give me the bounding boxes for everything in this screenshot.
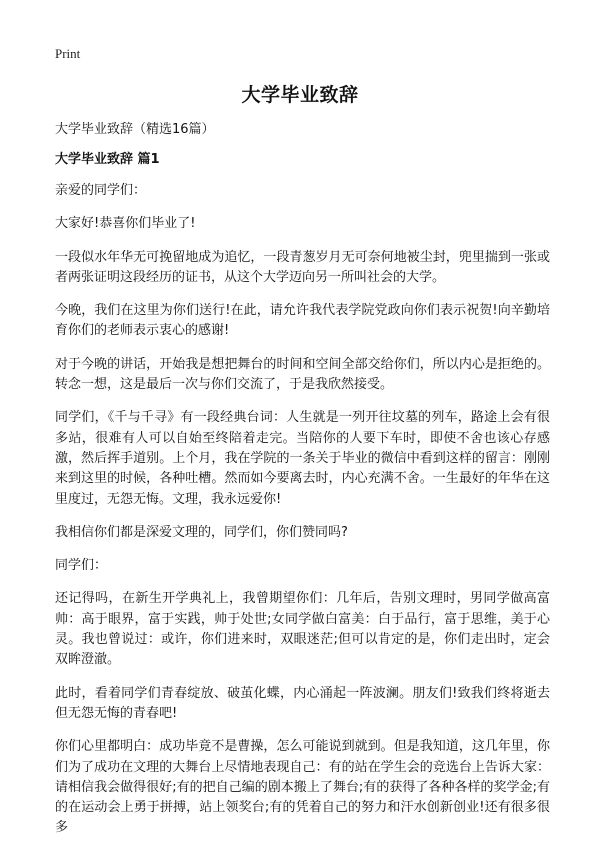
- paragraph: 同学们：: [55, 558, 108, 574]
- document-body: [55, 121, 550, 852]
- paragraph: 对于今晚的讲话，开始我是想把舞台的时间和空间全部交给你们，所以内心是拒绝的。转念一想，这是最后一次与你们交流了，于是我欣然接受。: [55, 356, 550, 393]
- paragraph: 一段似水年华无可挽留地成为追忆，一段青葱岁月无可奈何地被尘封，兜里揣到一张或者两张证明这段经历的证书，从这个大学迈向另一所叫社会的大学。: [55, 249, 550, 285]
- paragraph-greeting: 大家好!恭喜你们毕业了!: [55, 216, 196, 232]
- section-heading: 大学毕业致辞 篇1: [55, 152, 160, 167]
- paragraph: 此时，看着同学们青春绽放、破茧化蝶，内心涌起一阵波澜。朋友们!致我们终将逝去但无怨无悔的青春吧!: [55, 685, 550, 721]
- page-title: 大学毕业致辞: [241, 84, 359, 106]
- paragraph: 今晚，我们在这里为你们送行!在此，请允许我代表学院党政向你们表示祝贺!向辛勤培育你们的老师表示衷心的感谢!: [55, 303, 550, 339]
- paragraph-salutation: 亲爱的同学们：: [55, 183, 147, 198]
- paragraph: 你们心里都明白：成功毕竟不是曹操，怎么可能说到就到。但是我知道，这几年里，你们为了成功在文理的大舞台上尽情地表现自己：有的站在学生会的竞选台上告诉大家：请相信我会做得很好;有的把自己编的剧本搬上了舞台;有的获得了各种各样的奖学金;有的在运动会上勇于拼搏，站上领奖台;有的凭着自己的努力和汗水创新创业!还有很多很多: [55, 739, 550, 836]
- paragraph: 同学们，《千与千寻》有一段经典台词：人生就是一列开往坟墓的列车，路途上会有很多站，很难有人可以自始至终陪着走完。当陪你的人要下车时，即使不舍也该心存感激，然后挥手道别。上个月，我在学院的一条关于毕业的微信中看到这样的留言：刚刚来到这里的时候，各种吐槽。然而如今要离去时，内心充满不舍。一生最好的年华在这里度过，无怨无悔。文理，我永远爱你!: [55, 410, 550, 507]
- print-link[interactable]: Print: [55, 46, 81, 61]
- paragraph: 我相信你们都是深爱文理的，同学们，你们赞同吗?: [55, 524, 348, 540]
- paragraph: 还记得吗，在新生开学典礼上，我曾期望你们：几年后，告别文理时，男同学做高富帅：高于眼界，富于实践，帅于处世;女同学做白富美：白于品行，富于思维，美于心灵。我也曾说过：或许，你们进来时，双眼迷茫;但可以肯定的是，你们走出时，定会双眸澄澈。: [55, 591, 550, 668]
- document-subtitle: 大学毕业致辞（精选16篇）: [55, 122, 215, 137]
